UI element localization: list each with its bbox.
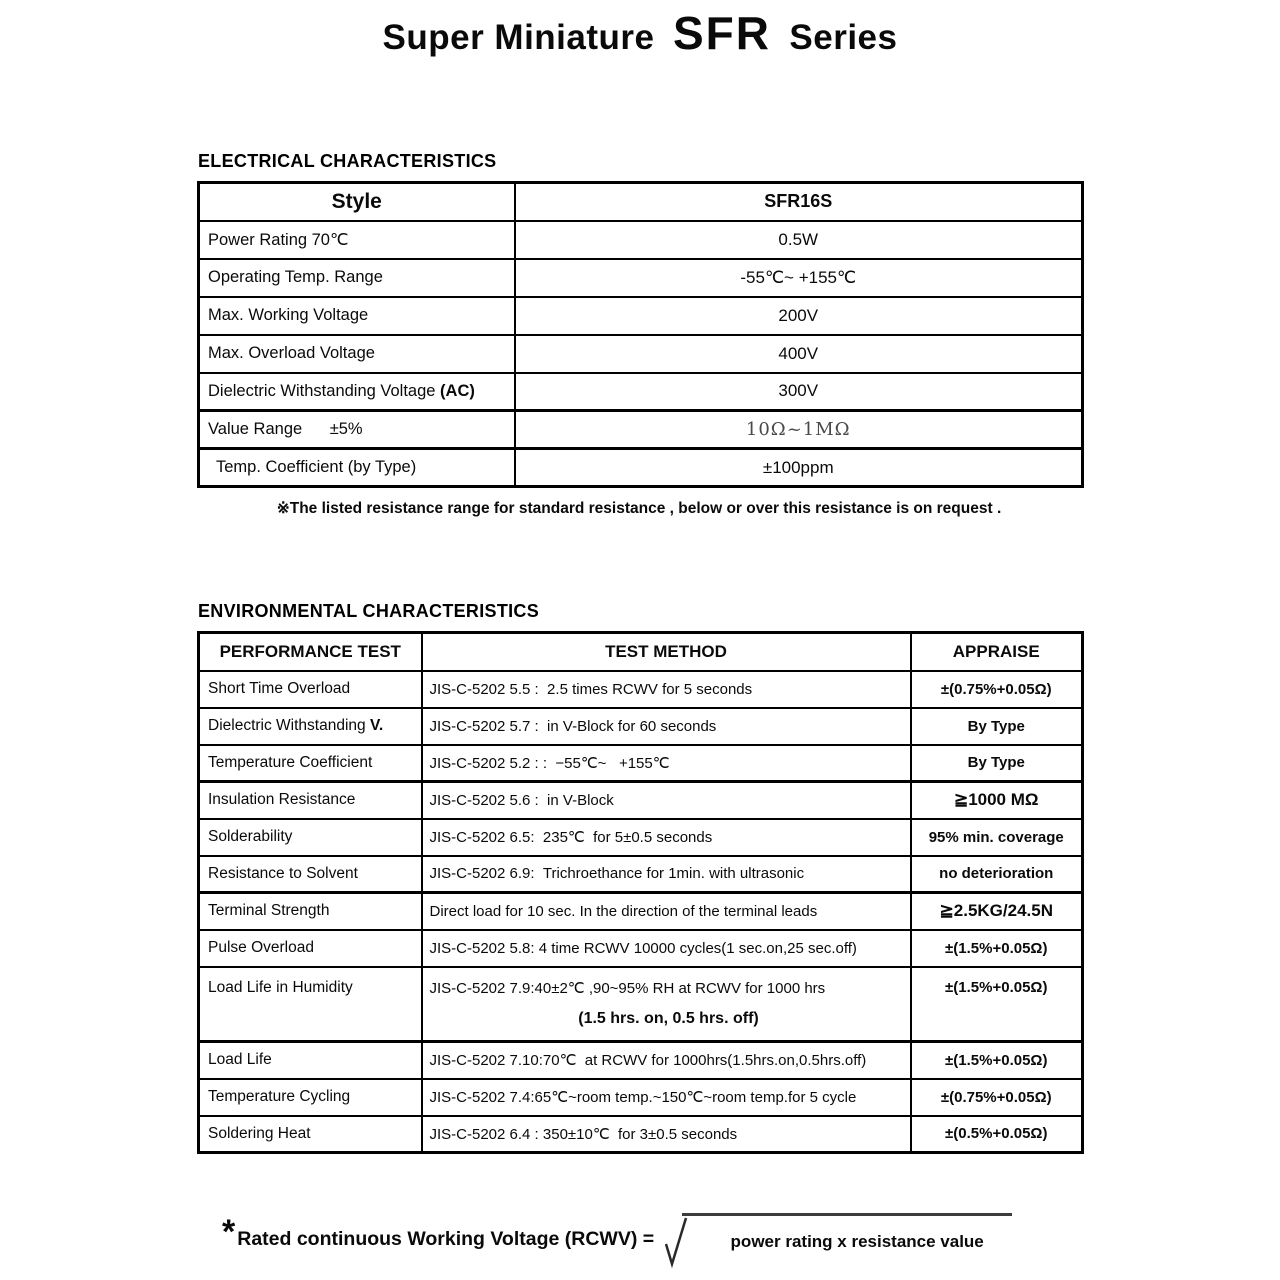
appraise-value: 95% min. coverage xyxy=(911,819,1083,856)
test-method: JIS-C-5202 6.4 : 350±10℃ for 3±0.5 seconds xyxy=(422,1116,911,1153)
table-row xyxy=(199,1116,1083,1153)
spec-label: Max. Overload Voltage xyxy=(199,335,515,373)
table-row xyxy=(199,297,1083,335)
test-name-bold: V. xyxy=(369,717,384,734)
table-row xyxy=(199,411,1083,449)
table-row xyxy=(199,893,1083,930)
radicand-text: power rating x resistance value xyxy=(682,1213,1012,1252)
appraise-value: ±(0.75%+0.05Ω) xyxy=(911,671,1083,708)
electrical-table xyxy=(197,181,1084,488)
test-name: Short Time Overload xyxy=(199,671,422,708)
spec-label: Value Range ±5% xyxy=(199,411,515,449)
environmental-table xyxy=(197,631,1084,1154)
spec-label-bold: (AC) xyxy=(440,381,475,400)
table-row xyxy=(199,930,1083,967)
table-row xyxy=(199,259,1083,297)
test-method-line1: JIS-C-5202 7.9:40±2℃ ,90~95% RH at RCWV for 1000 hrs xyxy=(429,979,826,997)
environmental-section xyxy=(197,601,1081,1154)
table-row xyxy=(199,335,1083,373)
test-name: Pulse Overload xyxy=(199,930,422,967)
table-header-row xyxy=(199,183,1083,221)
test-name: Resistance to Solvent xyxy=(199,856,422,893)
square-root-expression xyxy=(662,1213,1012,1268)
table-row xyxy=(199,671,1083,708)
title-series-code: SFR xyxy=(672,7,771,59)
table-row xyxy=(199,745,1083,782)
spec-label xyxy=(199,373,515,411)
appraise-value: By Type xyxy=(911,708,1083,745)
test-name: Temperature Coefficient xyxy=(199,745,422,782)
appraise-value: ±(1.5%+0.05Ω) xyxy=(911,1042,1083,1079)
appraise-value: ±(1.5%+0.05Ω) xyxy=(911,967,1083,1042)
test-name: Load Life xyxy=(199,1042,422,1079)
table-row xyxy=(199,1042,1083,1079)
appraise-value: ≧2.5KG/24.5N xyxy=(911,893,1083,930)
spec-label: Power Rating 70℃ xyxy=(199,221,515,259)
test-method: JIS-C-5202 5.8: 4 time RCWV 10000 cycles(1 sec.on,25 sec.off) xyxy=(422,930,911,967)
test-method: JIS-C-5202 5.7 : in V-Block for 60 seconds xyxy=(422,708,911,745)
test-method-line2: (1.5 hrs. on, 0.5 hrs. off) xyxy=(578,1009,759,1027)
style-header-cell: Style xyxy=(199,183,515,221)
spec-value: 200V xyxy=(515,297,1083,335)
resistance-range-note: ※The listed resistance range for standard resistance , below or over this resistance is on request . xyxy=(276,500,1002,517)
appraise-value: By Type xyxy=(911,745,1083,782)
title-prefix: Super Miniature xyxy=(382,18,655,57)
table-row xyxy=(199,449,1083,487)
test-name: Load Life in Humidity xyxy=(199,967,422,1042)
table-row xyxy=(199,1079,1083,1116)
table-row xyxy=(199,708,1083,745)
test-name xyxy=(199,708,422,745)
asterisk-mark: * xyxy=(222,1213,236,1251)
electrical-section xyxy=(197,151,1081,518)
page-title xyxy=(0,6,1280,60)
spec-value: -55℃~ +155℃ xyxy=(515,259,1083,297)
test-method-header: TEST METHOD xyxy=(422,633,911,671)
appraise-value: ±(0.5%+0.05Ω) xyxy=(911,1116,1083,1153)
table-row xyxy=(199,221,1083,259)
test-method: JIS-C-5202 5.2 : : −55℃~ +155℃ xyxy=(422,745,911,782)
appraise-header: APPRAISE xyxy=(911,633,1083,671)
test-method: JIS-C-5202 5.6 : in V-Block xyxy=(422,782,911,819)
spec-value: ±100ppm xyxy=(515,449,1083,487)
appraise-value: no deterioration xyxy=(911,856,1083,893)
spec-value: 400V xyxy=(515,335,1083,373)
spec-label-text: Dielectric Withstanding Voltage xyxy=(208,381,436,400)
table-row xyxy=(199,782,1083,819)
spec-label: Max. Working Voltage xyxy=(199,297,515,335)
test-name-text: Dielectric Withstanding xyxy=(208,717,366,734)
appraise-value: ±(1.5%+0.05Ω) xyxy=(911,930,1083,967)
title-suffix: Series xyxy=(789,18,898,57)
test-name: Temperature Cycling xyxy=(199,1079,422,1116)
spec-value: 10Ω~1MΩ xyxy=(515,411,1083,449)
table-row xyxy=(199,819,1083,856)
appraise-value: ≧1000 MΩ xyxy=(911,782,1083,819)
rcwv-label: Rated continuous Working Voltage (RCWV) = xyxy=(237,1228,655,1250)
test-method: JIS-C-5202 6.9: Trichroethance for 1min. with ultrasonic xyxy=(422,856,911,893)
test-method xyxy=(422,967,911,1042)
test-method: Direct load for 10 sec. In the direction of the terminal leads xyxy=(422,893,911,930)
spec-label: Temp. Coefficient (by Type) xyxy=(199,449,515,487)
test-method: JIS-C-5202 7.10:70℃ at RCWV for 1000hrs(1.5hrs.on,0.5hrs.off) xyxy=(422,1042,911,1079)
electrical-heading: ELECTRICAL CHARACTERISTICS xyxy=(198,151,497,171)
table-row xyxy=(199,373,1083,411)
rcwv-formula xyxy=(222,1213,1012,1268)
test-name: Insulation Resistance xyxy=(199,782,422,819)
environmental-heading: ENVIRONMENTAL CHARACTERISTICS xyxy=(198,601,540,621)
test-method: JIS-C-5202 5.5 : 2.5 times RCWV for 5 seconds xyxy=(422,671,911,708)
spec-value: 0.5W xyxy=(515,221,1083,259)
test-method: JIS-C-5202 7.4:65℃~room temp.~150℃~room temp.for 5 cycle xyxy=(422,1079,911,1116)
model-header-cell: SFR16S xyxy=(515,183,1083,221)
table-header-row xyxy=(199,633,1083,671)
table-row xyxy=(199,856,1083,893)
test-name: Terminal Strength xyxy=(199,893,422,930)
test-name: Soldering Heat xyxy=(199,1116,422,1153)
test-method: JIS-C-5202 6.5: 235℃ for 5±0.5 seconds xyxy=(422,819,911,856)
table-row xyxy=(199,967,1083,1042)
performance-test-header: PERFORMANCE TEST xyxy=(199,633,422,671)
appraise-value: ±(0.75%+0.05Ω) xyxy=(911,1079,1083,1116)
spec-value: 300V xyxy=(515,373,1083,411)
spec-label: Operating Temp. Range xyxy=(199,259,515,297)
test-name: Solderability xyxy=(199,819,422,856)
